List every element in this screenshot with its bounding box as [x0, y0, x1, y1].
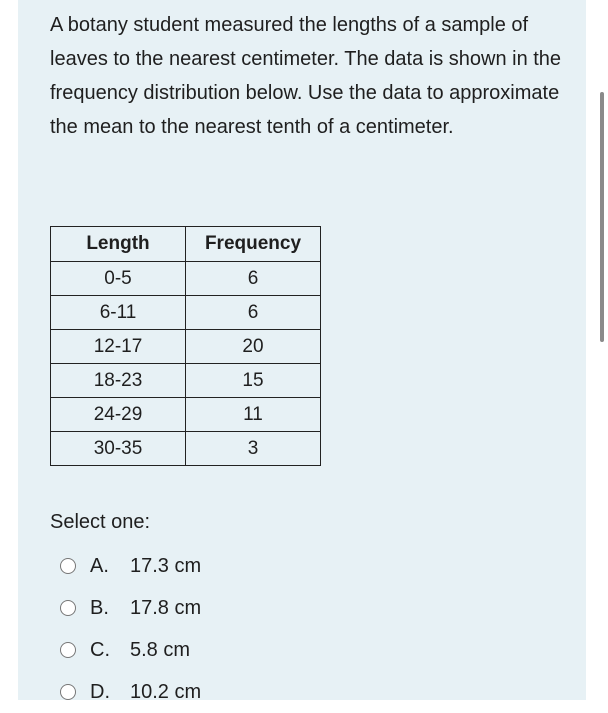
option-a[interactable] [60, 545, 201, 587]
question-text: A botany student measured the lengths of a sample of leaves to the nearest centimeter. The data is shown in the frequency distribution below. Use the data to approximate the mean to the nearest tenth of a centimeter. [50, 14, 562, 138]
frequency-cell: 3 [186, 432, 321, 466]
length-cell: 24-29 [51, 398, 186, 432]
frequency-cell: 11 [186, 398, 321, 432]
table-row [51, 432, 321, 466]
option-letter: D. [90, 680, 110, 703]
table-row [51, 296, 321, 330]
table-row [51, 262, 321, 296]
vertical-scrollbar[interactable] [600, 92, 604, 342]
length-cell: 18-23 [51, 364, 186, 398]
header-frequency: Frequency [186, 227, 321, 262]
frequency-cell: 6 [186, 296, 321, 330]
table-row [51, 364, 321, 398]
option-text: 10.2 cm [130, 680, 202, 703]
answer-options [60, 545, 201, 713]
frequency-cell: 20 [186, 330, 321, 364]
frequency-cell: 6 [186, 262, 321, 296]
radio-button-icon[interactable] [60, 684, 76, 700]
frequency-cell: 15 [186, 364, 321, 398]
option-letter: A. [90, 554, 109, 577]
option-b[interactable] [60, 587, 201, 629]
option-c[interactable] [60, 629, 201, 671]
radio-button-icon[interactable] [60, 558, 76, 574]
option-letter: C. [90, 638, 110, 661]
table-row [51, 330, 321, 364]
length-cell: 6-11 [51, 296, 186, 330]
radio-button-icon[interactable] [60, 600, 76, 616]
select-one-label: Select one: [50, 511, 151, 533]
frequency-table [50, 226, 321, 466]
length-cell: 30-35 [51, 432, 186, 466]
option-text: 5.8 cm [130, 638, 191, 661]
length-cell: 0-5 [51, 262, 186, 296]
option-d[interactable] [60, 671, 201, 713]
table-row [51, 398, 321, 432]
table-header-row [51, 227, 321, 262]
option-text: 17.3 cm [130, 554, 202, 577]
option-letter: B. [90, 596, 109, 619]
radio-button-icon[interactable] [60, 642, 76, 658]
option-text: 17.8 cm [130, 596, 202, 619]
length-cell: 12-17 [51, 330, 186, 364]
header-length: Length [51, 227, 186, 262]
